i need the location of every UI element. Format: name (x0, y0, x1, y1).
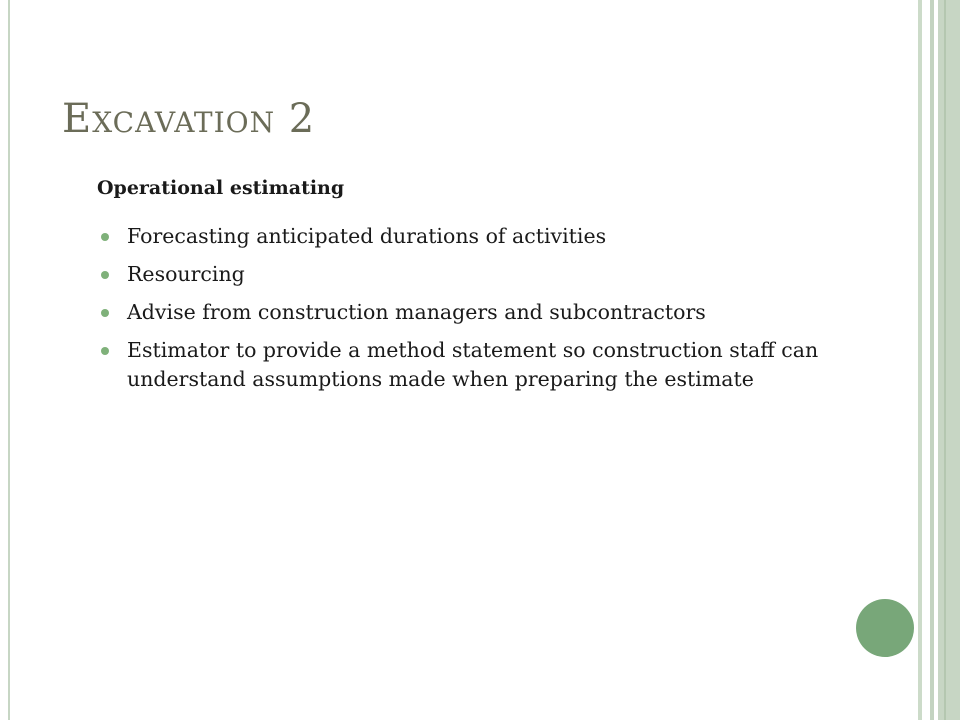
slide-content (97, 174, 827, 403)
right-decor-line (944, 0, 946, 720)
bullet-text: Estimator to provide a method statement so construction staff can understand assumptions made when preparing the estimate (127, 338, 819, 391)
bullet-list (97, 222, 827, 394)
bullet-text: Forecasting anticipated durations of activities (127, 224, 607, 248)
bullet-item (97, 336, 827, 394)
bullet-dot-icon (101, 271, 109, 279)
bullet-dot-icon (101, 347, 109, 355)
bullet-text: Resourcing (127, 262, 245, 286)
right-decor-gap (922, 0, 930, 720)
section-heading: Operational estimating (97, 177, 345, 199)
bullet-item (97, 222, 827, 251)
bullet-item (97, 260, 827, 289)
bullet-dot-icon (101, 309, 109, 317)
right-decor-bar (938, 0, 960, 720)
left-frame-line (8, 0, 10, 720)
slide-title: Excavation 2 (62, 96, 316, 142)
bullet-text: Advise from construction managers and subcontractors (127, 300, 706, 324)
bullet-item (97, 298, 827, 327)
bullet-dot-icon (101, 233, 109, 241)
decorative-circle (856, 599, 914, 657)
